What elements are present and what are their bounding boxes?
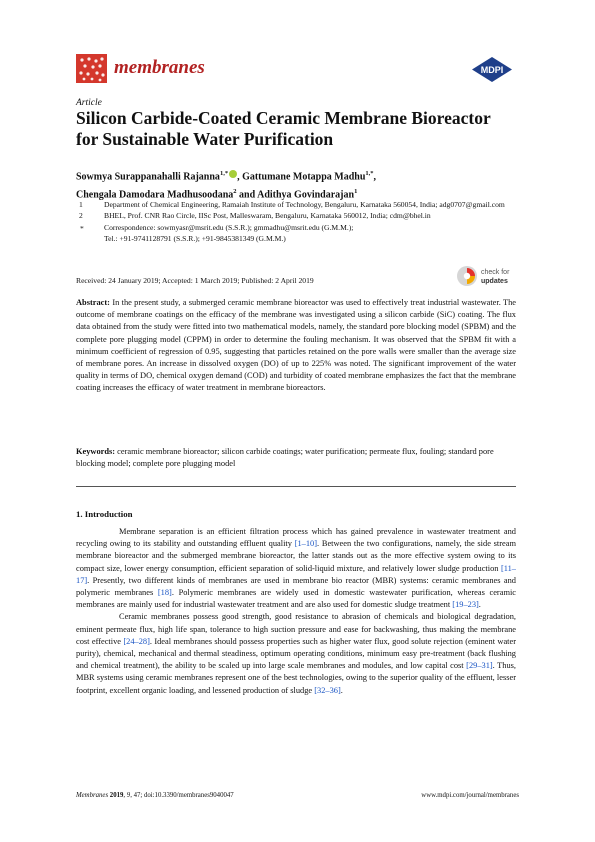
journal-logo-icon [76, 54, 107, 83]
author-name: Chengala Damodara Madhusoodana [76, 189, 234, 201]
author-affiliation-mark: 1 [354, 187, 358, 195]
affiliations [76, 199, 524, 244]
affiliation-text: Department of Chemical Engineering, Ramaiah Institute of Technology, Bengaluru, Karnataka 560054, India; adg0707@gmail.com [104, 200, 505, 209]
article-title: Silicon Carbide-Coated Ceramic Membrane Bioreactor for Sustainable Water Purification [76, 108, 491, 149]
paragraph-text: Ceramic membranes possess good strength, good resistance to abrasion of chemicals and biological degradation, eminent permeate flux, high life span, tolerance to high suction pressure and ease for backwashing, thus making the membrane cost effective [76, 612, 516, 646]
orcid-icon[interactable] [229, 170, 237, 178]
publication-dates: Received: 24 January 2019; Accepted: 1 March 2019; Published: 2 April 2019 [76, 276, 314, 285]
check-for-updates-badge[interactable] [456, 263, 524, 289]
author-list [76, 167, 516, 203]
journal-name: membranes [114, 57, 205, 78]
footer-journal: Membranes [76, 792, 109, 799]
author-name: Gattumane Motappa Madhu [242, 171, 366, 183]
check-updates-line1: check for [481, 269, 510, 276]
body-paragraph [76, 526, 516, 611]
section-heading: 1. Introduction [76, 509, 133, 519]
abstract-text: In the present study, a submerged ceramic membrane bioreactor was used to effectively treat industrial wastewater. The outcome of membrane coatings on the efficacy of the membrane was investigated using a silicon carbide (SiC) coating. The flux data obtained from the study were fitted into two mathematical models, namely, the standard pore blocking model (SPBM) and the complete pore plugging model (CPPM) in order to determine the fouling mechanism. It was observed that the SPBM fit with a minimum coefficient of regression of 0.95, suggesting that particles retained on the pore walls were smaller than the average size of membrane pores. An increase in dissolved oxygen (DO) of up to 225% was noted. The significant improvement of the water quality in terms of DO, chemical oxygen demand (COD) and turbidity of coated membrane emphasizes the fact that the membrane coating increases the efficacy of water treatment in membrane bioreactors. [76, 298, 517, 393]
citation-link[interactable]: [18] [157, 588, 172, 598]
citation-link[interactable]: [1–10] [294, 539, 318, 549]
author-separator: , [373, 171, 377, 183]
mdpi-logo-icon[interactable] [470, 56, 514, 83]
paragraph-text: . Thus, MBR systems using ceramic membranes represent one of the best technologies, owing to the superior quality of the effluent, lesser footprint, excellent organic loading, and lessened production of sludge [76, 661, 516, 695]
affiliation-tel: Tel.: +91-9741128791 (S.S.R.); +91-9845381349 (G.M.M.) [104, 233, 286, 243]
author-name: Adithya Govindarajan [257, 189, 355, 201]
body-paragraph [76, 611, 516, 696]
affiliation-text: Correspondence: sowmyasr@msrit.edu (S.S.R.); gmmadhu@msrit.edu (G.M.M.); [104, 222, 354, 232]
paragraph-text: . [478, 600, 481, 610]
paragraph-text: Membrane separation is an efficient filtration process which has gained prevalence in wastewater treatment and recycling owing to its stability and outstanding effluent quality [76, 527, 516, 549]
paragraph-text: . Polymeric membranes are widely used in domestic wastewater purification, whereas ceramic membranes are mainly used for industrial wastewater treatment and are also used for domestic sludge treatment [76, 588, 517, 610]
article-type: Article [76, 98, 102, 108]
paragraph-text: . Between the two configurations, namely, the side stream membrane bioreactor and the submerged membrane bioreactor, the latter stands out as the more effective system owing to its compact size, lower energy consumption, efficient separation of solid-liquid mixture, and relatively lower sludge production [76, 539, 517, 573]
abstract-label: Abstract: [76, 298, 110, 307]
affiliation-mark: 2 [79, 211, 83, 221]
check-updates-line2: updates [481, 278, 508, 285]
mdpi-logo-text: MDPI [480, 65, 504, 75]
section-body [76, 526, 516, 697]
footer-volume: 9 [126, 792, 131, 799]
abstract [76, 297, 516, 395]
author-affiliation-mark: 1,* [219, 170, 229, 177]
footer-url[interactable]: www.mdpi.com/journal/membranes [421, 792, 519, 799]
footer-year: 2019 [109, 792, 124, 799]
footer-doi: , 47; doi:10.3390/membranes9040047 [130, 792, 234, 799]
paragraph-text: . Ideal membranes should possess properties such as higher water flux, good solute rejection (eminent water purity), chemical, mechanical and thermal steadiness, optimum operating conditions, minimum easy pre-treatment (back flushing and chemical treatment), the ability to be scaled up into large scale membranes and modules, and low capital cost [76, 636, 516, 671]
paragraph-text: . Presently, two different kinds of membranes are used in membrane bio reactor (MBR) systems: ceramic membranes and polymeric membranes [76, 575, 516, 598]
citation-link[interactable]: [11–17] [76, 563, 516, 585]
affiliation-mark: 1 [79, 200, 83, 209]
affiliation-item [76, 199, 524, 210]
author-affiliation-mark: 1,* [365, 170, 374, 177]
affiliation-item [76, 222, 524, 245]
paragraph-text: . [340, 685, 343, 695]
keywords-text: ceramic membrane bioreactor; silicon carbide coatings; water purification; permeate flux, fouling; standard pore blocking model; complete pore plugging model [76, 447, 494, 469]
section-divider [76, 486, 516, 487]
author-affiliation-mark: 2 [233, 187, 237, 195]
affiliation-text: BHEL, Prof. CNR Rao Circle, IISc Post, Malleswaram, Bengaluru, Karnataka 560012, India; cdm@bhel.in [104, 211, 431, 221]
author-separator: , [237, 171, 243, 183]
citation-link[interactable]: [24–28] [123, 636, 150, 646]
author-separator: and [236, 189, 258, 201]
citation-link[interactable]: [29–31] [466, 661, 493, 671]
keywords [76, 446, 516, 470]
author-name: Sowmya Surappanahalli Rajanna [76, 171, 220, 183]
citation-link[interactable]: [19–23] [452, 600, 479, 610]
affiliation-mark: * [80, 223, 84, 233]
footer-citation: Membranes 2019, 9, 47; doi:10.3390/membranes9040047 [76, 792, 234, 799]
citation-link[interactable]: [32–36] [314, 685, 341, 695]
affiliation-item [76, 210, 524, 221]
keywords-label: Keywords: [76, 447, 116, 456]
